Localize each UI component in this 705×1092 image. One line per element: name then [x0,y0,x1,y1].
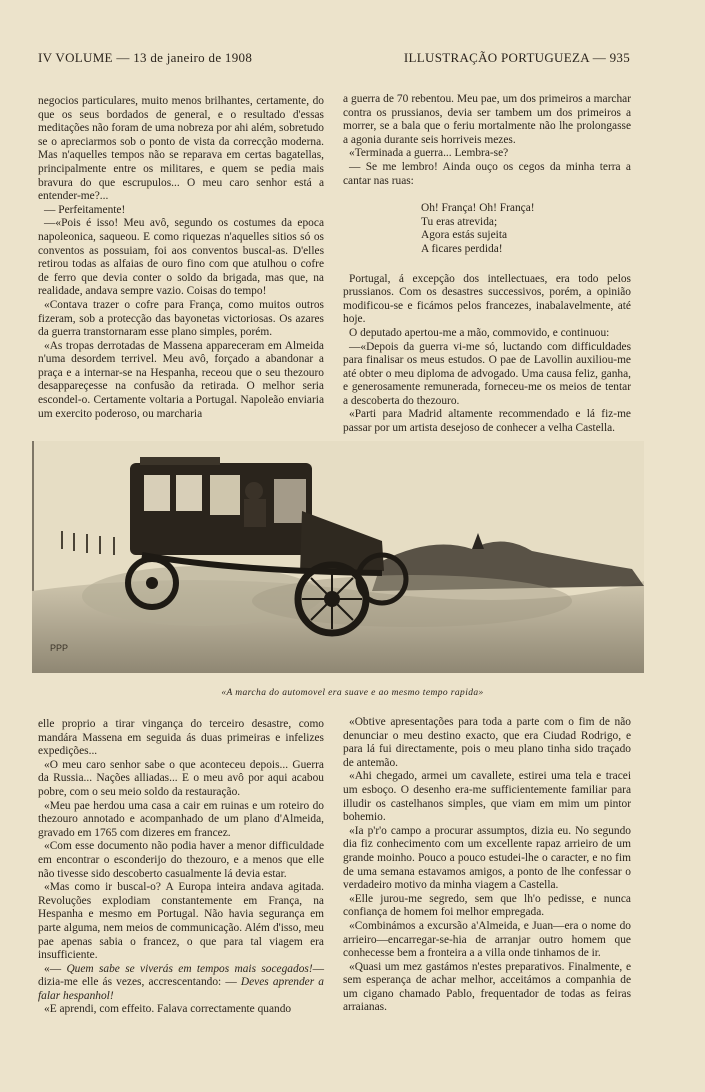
paragraph: «Combinámos a excursão a'Almeida, e Juan—era o nome do arrieiro—encarregar-se-hia de arranjar outro homem que conhecesse bem a fronteira a a villa onde tinhamos de ir. [343,919,631,960]
paragraph: «O meu caro senhor sabe o que aconteceu depois... Guerra da Russia... Nações alliadas... E o meu avô por aqui acabou pobre, com o seu meio soldo da restauração. [38,758,324,798]
paragraph: —«Pois é isso! Meu avô, segundo os costumes da epoca napoleonica, saqueou. E como riquezas n'aquelles sitios só os conventos as possuiam, foi aos conventos buscal-as. D'elles retirou todas as alfaias de ouro fino com que atulhou o cofre de ferro que devia conter o soldo da brigada, mas que, na realidade, andava sempre vazio. Coisas do tempo! [38,217,324,298]
song-verse [421,202,631,256]
quote-open: «— [44,962,67,975]
paragraph: «Obtive apresentações para toda a parte com o fim de não denunciar o meu destino exacto, que era Ciudad Rodrigo, e para lá fui directamente, pois o meu plano tinha sido traçado de antemão. [343,716,631,769]
paragraph: «Quasi um mez gastámos n'estes preparativos. Finalmente, e sem esperança de achar melhor, acceitámos a companhia de um cigano chamado Pablo, frequentador de todas as feiras arraianas. [343,960,631,1014]
verse-line: Oh! França! Oh! França! [421,202,535,215]
artist-signature: PPP [50,643,69,653]
verse-line: Agora estás sujeita [421,229,508,242]
paragraph: «E aprendi, com effeito. Falava correctamente quando [44,1003,292,1016]
paragraph: — Perfeitamente! [44,203,126,216]
paragraph: «Contava trazer o cofre para França, como muitos outros fizeram, sob a protecção das bayonetas victoriosas. Os azares da guerra transtornaram esse plano simples, porém. [38,298,324,339]
paragraph: «Meu pae herdou uma casa a cair em ruinas e um roteiro do thezouro annotado e acompanhado de um plano d'Almeida, gravado em 1765 com dizeres em francez. [38,799,324,839]
text-column-top-left [38,95,324,421]
quote-mid: — dizia-me elle ás vezes, accrescentando: — [38,962,325,989]
paragraph: negocios particulares, muito menos brilhantes, certamente, do que os seus bordados de general, e o resultado d'essas meditações não foram de uma nobreza por ahi além, sobretudo se o apreciarmos sob o ponto de vista da correcção moderna. Mas n'aquelles tempos não se reparava em certas bagatellas, principalmente entre os militares, e quem se pedia mais bravura do que escrupulos... O meu caro senhor está a entender-me?... [38,95,324,203]
paragraph: Portugal, á excepção dos intellectuaes, era todo pelos prussianos. Com os desastres successivos, porém, a opinião modificou-se e ficámos pelos francezes, inabalavelmente, até hoje. [343,272,631,326]
quote-paragraph [38,963,324,1004]
automobile-drawing [32,441,644,673]
illustration-caption: «A marcha do automovel era suave e ao mesmo tempo rapida» [221,688,484,698]
paragraph: «Ia p'r'o campo a procurar assumptos, dizia eu. No segundo dia fiz conhecimento com um excellente rapaz arrieiro de um grande moinho. Pouco a pouco estudei-lhe o caracter, e no fim de uma semana estavamos amigos, a ponto de lhe confessar o verdadeiro motivo da minha viagem a Castella. [343,824,631,892]
paragraph: «Parti para Madrid altamente recommendado e lá fiz-me passar por um artista desejoso de conhecer a velha Castella. [343,408,631,435]
paragraph: «Elle jurou-me segredo, sem que lh'o pedisse, e nunca confiança de homem foi melhor empregada. [343,892,631,919]
header-volume-date: IV VOLUME — 13 de janeiro de 1908 [38,50,253,65]
quote-italic: Deves aprender a falar hespanhol! [38,976,324,1002]
paragraph: «As tropas derrotadas de Massena appareceram em Almeida n'uma desordem terrivel. Meu avô, forçado a abandonar a praça e a internar-se na Hespanha, receou que o seu thezouro desappareçesse na confusão da retirada. O melhor seria escondel-o. Certamente voltaria a Portugal. Napoleão enviaria um exercito poderoso, ou marcharia [38,339,324,420]
paragraph: «Terminada a guerra... Lembra-se? [349,147,509,160]
paragraph: «Ahi chegado, armei um cavallete, estirei uma tela e tracei um esboço. O desenho era-me sufficientemente familiar para illudir os castelhanos simples, que viam em mim um pintor bohemio. [343,770,631,824]
paragraph: elle proprio a tirar vingança do terceiro desastre, como mandára Massena em seguida ás duas primeiras e infelizes expedições... [38,718,324,758]
paragraph: a guerra de 70 rebentou. Meu pae, um dos primeiros a marchar contra os prussianos, devia ser tambem um dos primeiros a morrer, se a bala que o feriu mortalmente não lhe prolongasse a agonia durante seis horriveis mezes. [343,93,631,146]
verse-line: Tu eras atrevida; [421,215,498,228]
paragraph: — Se me lembro! Ainda ouço os cegos da minha terra a cantar nas ruas: [343,160,631,187]
text-column-top-right [343,93,631,436]
paragraph: —«Depois da guerra vi-me só, luctando com difficuldades para finalisar os meus estudos. O pae de Lavollin auxiliou-me até obter o meu diploma de advogado. Uma causa feliz, ganha, e generosamente remunerada, forneceu-me os meios de tentar a descoberta do thezouro. [343,340,631,407]
text-column-bottom-left [38,718,324,1017]
paragraph: «Mas como ir buscal-o? A Europa inteira andava agitada. Revoluções explodiam constantemente em França, na Hespanha e mesmo em Portugal. Não havia segurança em parte alguma, nem meios de communicação. Além d'isso, meu pae apenas sabia o francez, o que para tal viagem era insufficiente. [38,881,324,962]
header-magazine-title: ILLUSTRAÇÃO PORTUGUEZA — 935 [403,50,630,65]
automobile-illustration [32,441,644,673]
paragraph: O deputado apertou-me a mão, commovido, e continuou: [349,326,610,339]
paragraph: «Com esse documento não podia haver a menor difficuldade em encontrar o esconderijo do thezouro, e a menos que elle não tivesse sido descoberto casualmente lá devia estar. [38,840,324,880]
verse-line: A ficares perdida! [421,242,503,255]
text-column-bottom-right [343,716,631,1015]
page-header [38,50,630,68]
quote-italic: Quem sabe se viverás em tempos mais socegados! [66,962,313,975]
